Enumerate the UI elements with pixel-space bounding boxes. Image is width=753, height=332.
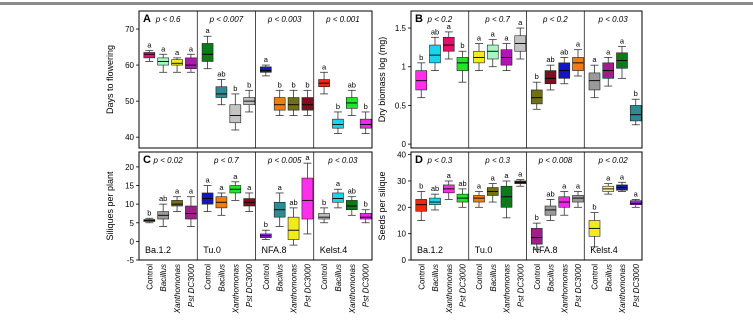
significance-letter: ab bbox=[159, 194, 168, 204]
genotype-label: NFA.8 bbox=[261, 245, 287, 255]
significance-letter: a bbox=[490, 173, 495, 183]
box bbox=[443, 37, 454, 51]
box bbox=[630, 201, 641, 205]
significance-letter: a bbox=[633, 189, 638, 199]
significance-letter: b bbox=[277, 80, 282, 90]
significance-letter: b bbox=[592, 202, 597, 212]
y-tick-label: 40 bbox=[125, 133, 134, 143]
box bbox=[630, 105, 641, 120]
panel-letter: B bbox=[415, 13, 423, 25]
significance-letter: b bbox=[247, 80, 252, 90]
significance-letter: b bbox=[291, 80, 296, 90]
treatment-label: Pst DC3000 bbox=[458, 264, 468, 308]
significance-letter: a bbox=[446, 21, 451, 31]
significance-letter: a bbox=[518, 169, 523, 179]
significance-letter: ab bbox=[546, 189, 555, 199]
significance-letter: ab bbox=[347, 186, 356, 196]
treatment-label: Control bbox=[475, 264, 484, 290]
treatment-label: Pst DC3000 bbox=[303, 264, 313, 308]
y-tick-label: -5 bbox=[126, 256, 134, 265]
box bbox=[346, 200, 357, 209]
p-value-label: p < 0.007 bbox=[209, 15, 244, 24]
panel-letter: A bbox=[143, 13, 151, 25]
box bbox=[360, 119, 371, 128]
significance-letter: a bbox=[188, 44, 194, 54]
significance-letter: a bbox=[277, 182, 282, 192]
significance-letter: ab bbox=[458, 178, 467, 188]
treatment-label: Pst DC3000 bbox=[245, 264, 255, 308]
box bbox=[172, 200, 183, 206]
box bbox=[172, 60, 183, 65]
y-tick-label: 1.5 bbox=[394, 24, 406, 34]
genotype-label: Kelst.4 bbox=[590, 245, 618, 255]
treatment-label: Control bbox=[320, 264, 330, 290]
p-value-label: p < 0.008 bbox=[538, 156, 573, 165]
box bbox=[319, 213, 330, 219]
treatment-label: Xanthomonas bbox=[560, 264, 570, 314]
treatment-label: Pst DC3000 bbox=[574, 264, 583, 308]
y-tick-label: 40 bbox=[397, 150, 406, 160]
box bbox=[302, 178, 313, 219]
y-tick-label: 10 bbox=[125, 200, 134, 210]
treatment-label: Xanthomonas bbox=[289, 264, 299, 314]
significance-letter: a bbox=[233, 171, 238, 181]
p-value-label: p < 0.7 bbox=[214, 156, 239, 165]
box bbox=[185, 58, 196, 69]
p-value-label: p < 0.005 bbox=[267, 156, 302, 165]
p-value-label: p < 0.003 bbox=[267, 15, 302, 24]
significance-letter: a bbox=[219, 182, 224, 192]
treatment-label: Bacillus bbox=[546, 264, 556, 292]
y-axis-label: Siliques per plant bbox=[105, 171, 115, 241]
significance-letter: a bbox=[490, 29, 495, 39]
treatment-label: Bacillus bbox=[275, 264, 285, 292]
significance-letter: a bbox=[188, 186, 194, 196]
box bbox=[202, 43, 213, 61]
box bbox=[288, 98, 299, 111]
significance-letter: b bbox=[419, 181, 424, 191]
p-value-label: p < 0.3 bbox=[485, 156, 510, 165]
significance-letter: b bbox=[534, 213, 539, 223]
genotype-label: Tu.0 bbox=[474, 245, 493, 255]
box bbox=[288, 217, 299, 239]
treatment-label: Xanthomonas bbox=[444, 264, 454, 314]
genotype-label: Kelst.4 bbox=[319, 245, 348, 255]
genotype-label: NFA.8 bbox=[532, 245, 558, 255]
p-value-label: p < 0.2 bbox=[427, 15, 453, 24]
box bbox=[573, 57, 584, 70]
treatment-label: Bacillus bbox=[488, 264, 498, 292]
box bbox=[531, 228, 542, 244]
box bbox=[416, 199, 427, 211]
p-value-label: p < 0.02 bbox=[153, 156, 183, 165]
significance-letter: ab bbox=[560, 47, 569, 57]
box bbox=[573, 195, 584, 202]
significance-letter: a bbox=[619, 36, 625, 46]
significance-letter: b bbox=[263, 220, 268, 230]
significance-letter: a bbox=[205, 175, 210, 185]
significance-letter: a bbox=[592, 55, 597, 65]
y-tick-label: 30 bbox=[397, 176, 406, 186]
significance-letter: b bbox=[335, 101, 341, 111]
box bbox=[332, 119, 343, 128]
significance-letter: ab bbox=[217, 69, 226, 79]
treatment-label: Pst DC3000 bbox=[516, 264, 526, 308]
significance-letter: a bbox=[504, 170, 509, 180]
significance-letter: a bbox=[606, 47, 611, 57]
significance-letter: b bbox=[233, 83, 238, 93]
y-tick-label: 0 bbox=[129, 237, 134, 247]
significance-letter: a bbox=[504, 33, 509, 43]
y-tick-label: 15 bbox=[125, 181, 134, 191]
box bbox=[260, 67, 271, 72]
significance-letter: b bbox=[419, 52, 424, 62]
treatment-label: Pst DC3000 bbox=[361, 264, 371, 308]
box bbox=[487, 45, 498, 59]
panel-c bbox=[105, 152, 372, 314]
p-value-label: p < 0.02 bbox=[598, 156, 628, 165]
box bbox=[302, 98, 313, 111]
significance-letter: a bbox=[575, 181, 581, 191]
significance-letter: b bbox=[633, 89, 638, 99]
significance-letter: a bbox=[174, 186, 180, 196]
box bbox=[230, 105, 241, 123]
y-tick-label: 60 bbox=[125, 61, 134, 71]
treatment-label: Control bbox=[417, 264, 427, 290]
significance-letter: a bbox=[619, 172, 625, 182]
significance-letter: b bbox=[534, 72, 539, 82]
y-tick-label: 5 bbox=[129, 218, 134, 228]
significance-letter: ab bbox=[546, 55, 555, 65]
genotype-label: Ba.1.2 bbox=[417, 245, 444, 255]
y-axis-label: Days to flowering bbox=[105, 44, 115, 115]
significance-letter: ab bbox=[289, 197, 298, 207]
significance-letter: a bbox=[147, 40, 152, 50]
box bbox=[430, 198, 441, 205]
treatment-label: Xanthomonas bbox=[231, 264, 241, 314]
y-axis-label: Dry biomass log (mg) bbox=[377, 36, 387, 123]
box bbox=[474, 195, 485, 202]
panel-letter: D bbox=[415, 154, 423, 166]
significance-letter: a bbox=[335, 179, 341, 189]
box bbox=[589, 73, 600, 90]
treatment-label: Pst DC3000 bbox=[631, 264, 641, 308]
significance-letter: a bbox=[161, 44, 166, 54]
treatment-label: Control bbox=[590, 264, 600, 290]
treatment-label: Bacillus bbox=[159, 264, 169, 292]
box bbox=[144, 52, 155, 57]
significance-letter: a bbox=[321, 62, 327, 72]
y-tick-label: 70 bbox=[125, 25, 134, 35]
treatment-label: Pst DC3000 bbox=[186, 264, 196, 308]
box bbox=[274, 98, 285, 111]
y-tick-label: 50 bbox=[125, 97, 134, 107]
treatment-label: Bacillus bbox=[333, 264, 343, 292]
significance-letter: ab bbox=[347, 80, 356, 90]
box bbox=[360, 213, 371, 219]
y-tick-label: 20 bbox=[125, 162, 134, 172]
treatment-label: Xanthomonas bbox=[618, 264, 627, 314]
y-tick-label: 0.5 bbox=[394, 101, 406, 111]
significance-letter: a bbox=[247, 182, 252, 192]
significance-letter: a bbox=[575, 39, 581, 49]
treatment-label: Xanthomonas bbox=[502, 264, 512, 314]
treatment-label: Xanthomonas bbox=[347, 264, 357, 314]
genotype-label: Tu.0 bbox=[203, 245, 221, 255]
y-tick-label: 20 bbox=[397, 203, 406, 213]
significance-letter: a bbox=[476, 181, 482, 191]
significance-letter: a bbox=[518, 18, 523, 28]
box bbox=[457, 57, 468, 70]
p-value-label: p < 0.7 bbox=[485, 15, 510, 24]
significance-letter: a bbox=[174, 47, 180, 57]
panel-a bbox=[105, 11, 372, 148]
significance-letter: ab bbox=[430, 184, 440, 194]
panel-d bbox=[377, 151, 642, 315]
y-tick-label: 10 bbox=[397, 229, 406, 239]
panel-letter: C bbox=[143, 154, 151, 166]
significance-letter: b bbox=[363, 101, 368, 111]
treatment-label: Control bbox=[145, 264, 155, 290]
treatment-label: Bacillus bbox=[431, 264, 440, 292]
p-value-label: p < 0.2 bbox=[543, 15, 568, 24]
significance-letter: b bbox=[147, 208, 152, 218]
p-value-label: p < 0.6 bbox=[155, 15, 181, 24]
box bbox=[216, 87, 227, 98]
genotype-label: Ba.1.2 bbox=[145, 245, 172, 255]
panel-b bbox=[377, 11, 642, 149]
significance-letter: a bbox=[562, 181, 567, 191]
significance-letter: b bbox=[321, 197, 327, 207]
treatment-label: Control bbox=[203, 264, 213, 290]
box bbox=[531, 90, 542, 104]
y-axis-label: Seeds per silique bbox=[377, 171, 387, 241]
significance-letter: b bbox=[363, 199, 368, 209]
p-value-label: p < 0.03 bbox=[328, 156, 358, 165]
y-tick-label: 1 bbox=[401, 62, 406, 72]
significance-letter: a bbox=[446, 170, 451, 180]
significance-letter: a bbox=[305, 153, 310, 163]
box bbox=[430, 45, 441, 63]
significance-letter: a bbox=[205, 26, 210, 36]
box bbox=[545, 71, 556, 84]
significance-letter: a bbox=[606, 173, 611, 183]
treatment-label: Bacillus bbox=[217, 264, 227, 292]
treatment-label: Xanthomonas bbox=[173, 264, 183, 314]
significance-letter: ab bbox=[430, 27, 440, 37]
box bbox=[332, 193, 343, 202]
treatment-label: Bacillus bbox=[604, 264, 614, 292]
box bbox=[545, 206, 556, 215]
significance-letter: b bbox=[460, 41, 465, 51]
p-value-label: p < 0.3 bbox=[427, 156, 453, 165]
y-tick-label: 0 bbox=[401, 256, 406, 265]
significance-letter: a bbox=[476, 33, 482, 43]
significance-letter: a bbox=[263, 55, 268, 65]
y-tick-label: 0 bbox=[401, 140, 406, 150]
box bbox=[185, 206, 196, 219]
treatment-label: Control bbox=[261, 264, 271, 290]
p-value-label: p < 0.03 bbox=[598, 15, 628, 24]
p-value-label: p < 0.001 bbox=[326, 15, 360, 24]
significance-letter: b bbox=[305, 80, 310, 90]
treatment-label: Control bbox=[532, 264, 542, 290]
